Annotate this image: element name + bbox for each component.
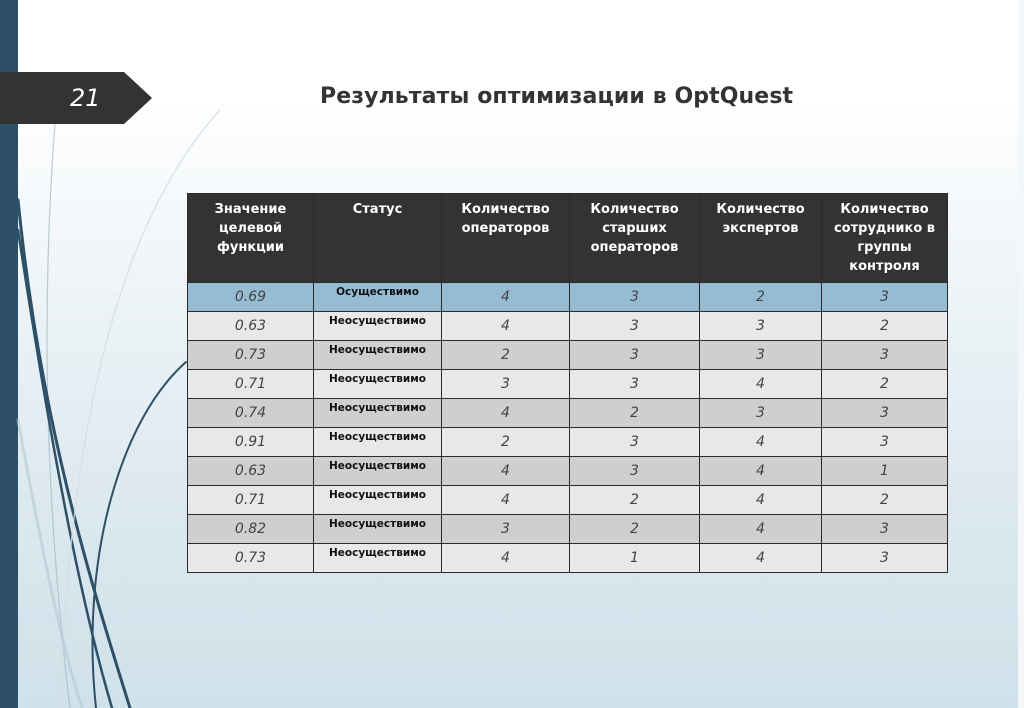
table-row bbox=[188, 312, 948, 341]
cell-control-group: 3 bbox=[822, 399, 948, 428]
table-row bbox=[188, 428, 948, 457]
cell-value: 0.63 bbox=[188, 312, 314, 341]
cell-senior-operators: 3 bbox=[570, 312, 700, 341]
cell-control-group: 2 bbox=[822, 312, 948, 341]
cell-status: Неосуществимо bbox=[314, 399, 442, 428]
cell-experts: 2 bbox=[700, 283, 822, 312]
cell-control-group: 3 bbox=[822, 428, 948, 457]
slide-number: 21 bbox=[70, 84, 101, 112]
cell-experts: 4 bbox=[700, 428, 822, 457]
cell-status: Неосуществимо bbox=[314, 457, 442, 486]
cell-operators: 3 bbox=[442, 515, 570, 544]
cell-status: Неосуществимо bbox=[314, 544, 442, 573]
cell-value: 0.71 bbox=[188, 370, 314, 399]
cell-control-group: 3 bbox=[822, 283, 948, 312]
table-row bbox=[188, 341, 948, 370]
right-edge bbox=[1018, 0, 1024, 708]
slide-title: Результаты оптимизации в OptQuest bbox=[320, 84, 794, 109]
cell-control-group: 2 bbox=[822, 486, 948, 515]
cell-operators: 4 bbox=[442, 399, 570, 428]
cell-value: 0.63 bbox=[188, 457, 314, 486]
cell-experts: 4 bbox=[700, 515, 822, 544]
table-row bbox=[188, 486, 948, 515]
cell-senior-operators: 2 bbox=[570, 399, 700, 428]
cell-experts: 3 bbox=[700, 341, 822, 370]
header-senior-operators: Количество старших операторов bbox=[570, 194, 700, 283]
cell-senior-operators: 1 bbox=[570, 544, 700, 573]
cell-experts: 3 bbox=[700, 312, 822, 341]
table-row bbox=[188, 544, 948, 573]
cell-senior-operators: 3 bbox=[570, 283, 700, 312]
cell-experts: 4 bbox=[700, 544, 822, 573]
table-row bbox=[188, 457, 948, 486]
cell-operators: 4 bbox=[442, 312, 570, 341]
cell-control-group: 3 bbox=[822, 341, 948, 370]
table-row bbox=[188, 370, 948, 399]
header-status: Статус bbox=[314, 194, 442, 283]
header-control-group: Количество сотруднико в группы контроля bbox=[822, 194, 948, 283]
cell-value: 0.71 bbox=[188, 486, 314, 515]
cell-status: Неосуществимо bbox=[314, 341, 442, 370]
cell-status: Неосуществимо bbox=[314, 312, 442, 341]
cell-operators: 4 bbox=[442, 544, 570, 573]
table-header-row bbox=[188, 194, 948, 283]
cell-experts: 3 bbox=[700, 399, 822, 428]
cell-status: Неосуществимо bbox=[314, 428, 442, 457]
cell-experts: 4 bbox=[700, 486, 822, 515]
optimization-results-table bbox=[187, 193, 948, 573]
cell-experts: 4 bbox=[700, 370, 822, 399]
cell-senior-operators: 3 bbox=[570, 428, 700, 457]
cell-operators: 4 bbox=[442, 486, 570, 515]
header-experts: Количество экспертов bbox=[700, 194, 822, 283]
table-row bbox=[188, 399, 948, 428]
cell-senior-operators: 3 bbox=[570, 341, 700, 370]
cell-operators: 2 bbox=[442, 428, 570, 457]
cell-senior-operators: 3 bbox=[570, 457, 700, 486]
cell-value: 0.69 bbox=[188, 283, 314, 312]
cell-control-group: 2 bbox=[822, 370, 948, 399]
cell-control-group: 3 bbox=[822, 544, 948, 573]
cell-value: 0.91 bbox=[188, 428, 314, 457]
cell-status: Неосуществимо bbox=[314, 515, 442, 544]
cell-value: 0.73 bbox=[188, 544, 314, 573]
cell-value: 0.73 bbox=[188, 341, 314, 370]
cell-operators: 4 bbox=[442, 457, 570, 486]
cell-status: Неосуществимо bbox=[314, 486, 442, 515]
cell-operators: 2 bbox=[442, 341, 570, 370]
cell-operators: 4 bbox=[442, 283, 570, 312]
cell-control-group: 1 bbox=[822, 457, 948, 486]
cell-value: 0.74 bbox=[188, 399, 314, 428]
slide-number-tag bbox=[0, 72, 152, 124]
cell-senior-operators: 3 bbox=[570, 370, 700, 399]
cell-senior-operators: 2 bbox=[570, 486, 700, 515]
cell-experts: 4 bbox=[700, 457, 822, 486]
table-row bbox=[188, 283, 948, 312]
cell-senior-operators: 2 bbox=[570, 515, 700, 544]
header-operators: Количество операторов bbox=[442, 194, 570, 283]
cell-control-group: 3 bbox=[822, 515, 948, 544]
cell-status: Осуществимо bbox=[314, 283, 442, 312]
table-row bbox=[188, 515, 948, 544]
header-objective-value: Значение целевой функции bbox=[188, 194, 314, 283]
cell-value: 0.82 bbox=[188, 515, 314, 544]
cell-status: Неосуществимо bbox=[314, 370, 442, 399]
cell-operators: 3 bbox=[442, 370, 570, 399]
